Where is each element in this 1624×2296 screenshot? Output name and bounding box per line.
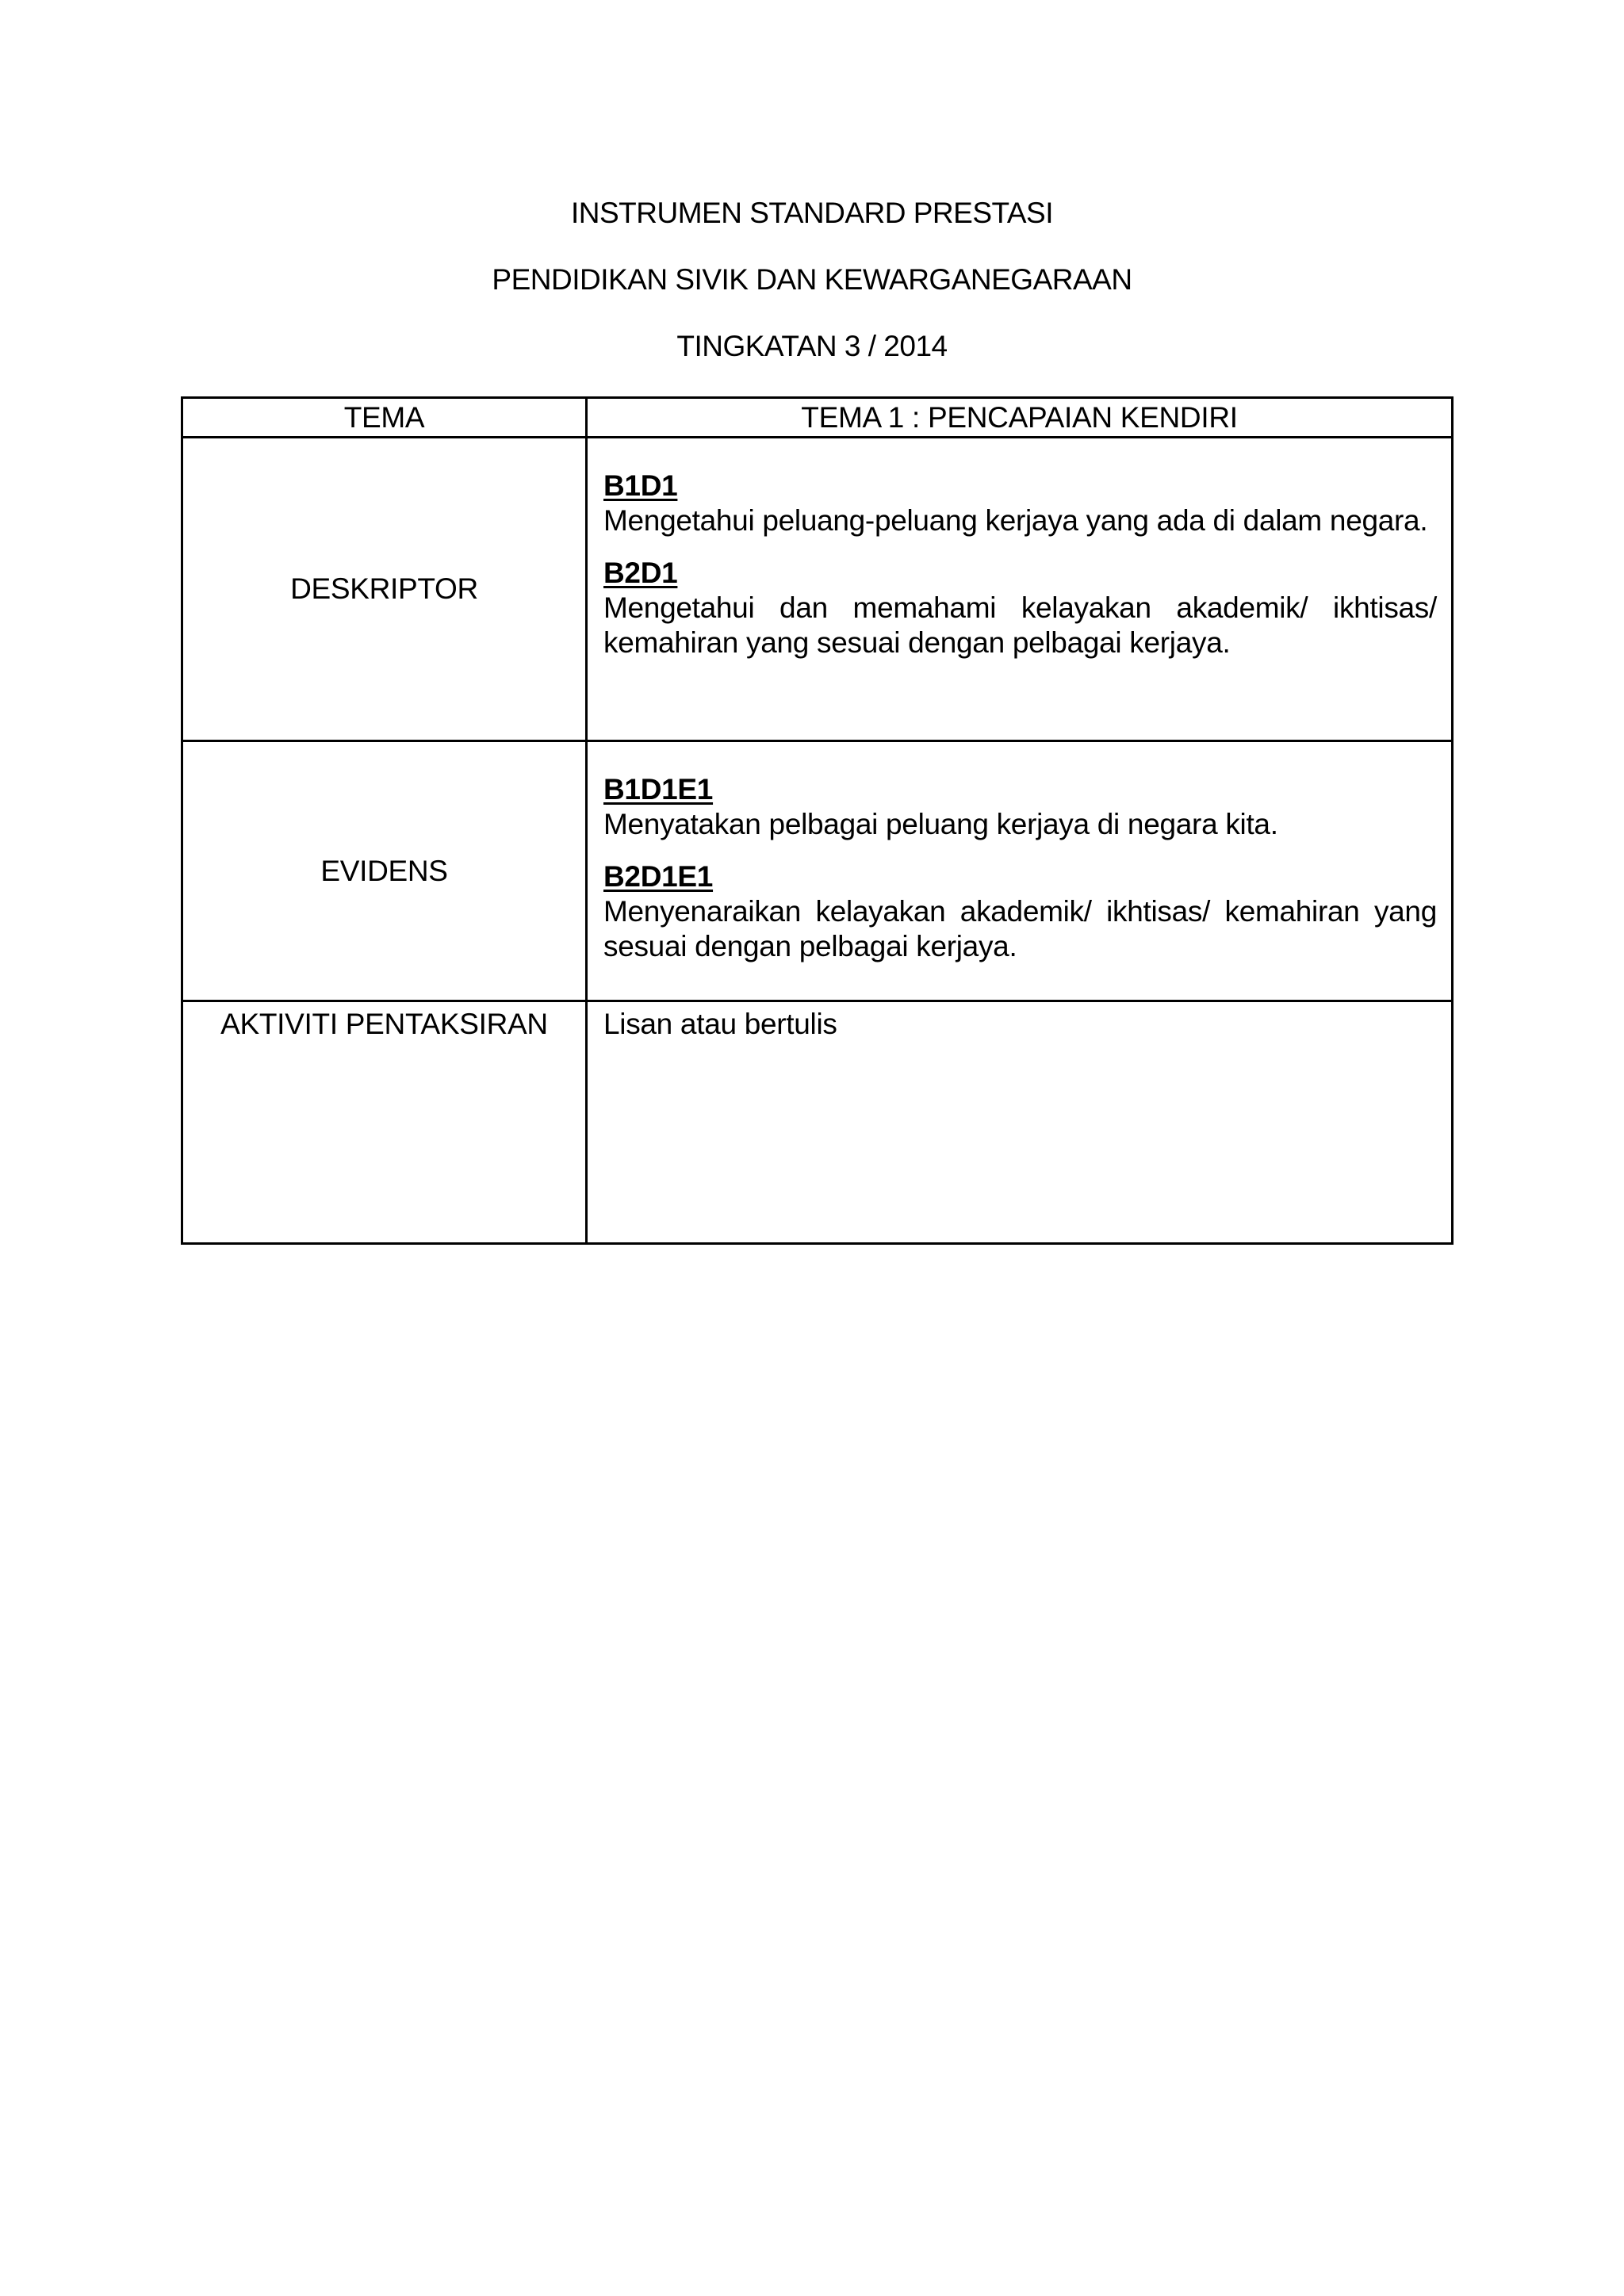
evidens-item (603, 772, 1437, 842)
tema-label: TEMA (182, 398, 587, 438)
evidens-code: B2D1E1 (603, 860, 714, 893)
evidens-text: Menyenaraikan kelayakan akademik/ ikhtisas/ kemahiran yang sesuai dengan pelbagai kerjaya. (603, 895, 1437, 962)
table-row-tema (182, 398, 1453, 438)
aktiviti-label: AKTIVITI PENTAKSIRAN (182, 1001, 587, 1244)
evidens-item (603, 859, 1437, 964)
form-year-title: TINGKATAN 3 / 2014 (676, 330, 948, 362)
deskriptor-label: DESKRIPTOR (182, 438, 587, 741)
deskriptor-text: Mengetahui dan memahami kelayakan akademik/ ikhtisas/ kemahiran yang sesuai dengan pelbagai kerjaya. (603, 591, 1437, 659)
evidens-cell (587, 741, 1453, 1001)
deskriptor-text: Mengetahui peluang-peluang kerjaya yang ada di dalam negara. (603, 504, 1428, 537)
deskriptor-code: B2D1 (603, 557, 678, 589)
deskriptor-code: B1D1 (603, 469, 678, 502)
subject-title: PENDIDIKAN SIVIK DAN KEWARGANEGARAAN (492, 263, 1132, 296)
aktiviti-value: Lisan atau bertulis (603, 1008, 837, 1040)
table-row-aktiviti (182, 1001, 1453, 1244)
evidens-code: B1D1E1 (603, 773, 714, 806)
deskriptor-item (603, 469, 1437, 538)
table-row-deskriptor (182, 438, 1453, 741)
tema-value: TEMA 1 : PENCAPAIAN KENDIRI (587, 398, 1453, 438)
evidens-label: EVIDENS (182, 741, 587, 1001)
aktiviti-cell (587, 1001, 1453, 1244)
evidens-text: Menyatakan pelbagai peluang kerjaya di negara kita. (603, 808, 1278, 840)
document-title: INSTRUMEN STANDARD PRESTASI (570, 197, 1054, 229)
deskriptor-cell (587, 438, 1453, 741)
standard-performance-table (181, 396, 1454, 1245)
table-row-evidens (182, 741, 1453, 1001)
deskriptor-item (603, 556, 1437, 660)
